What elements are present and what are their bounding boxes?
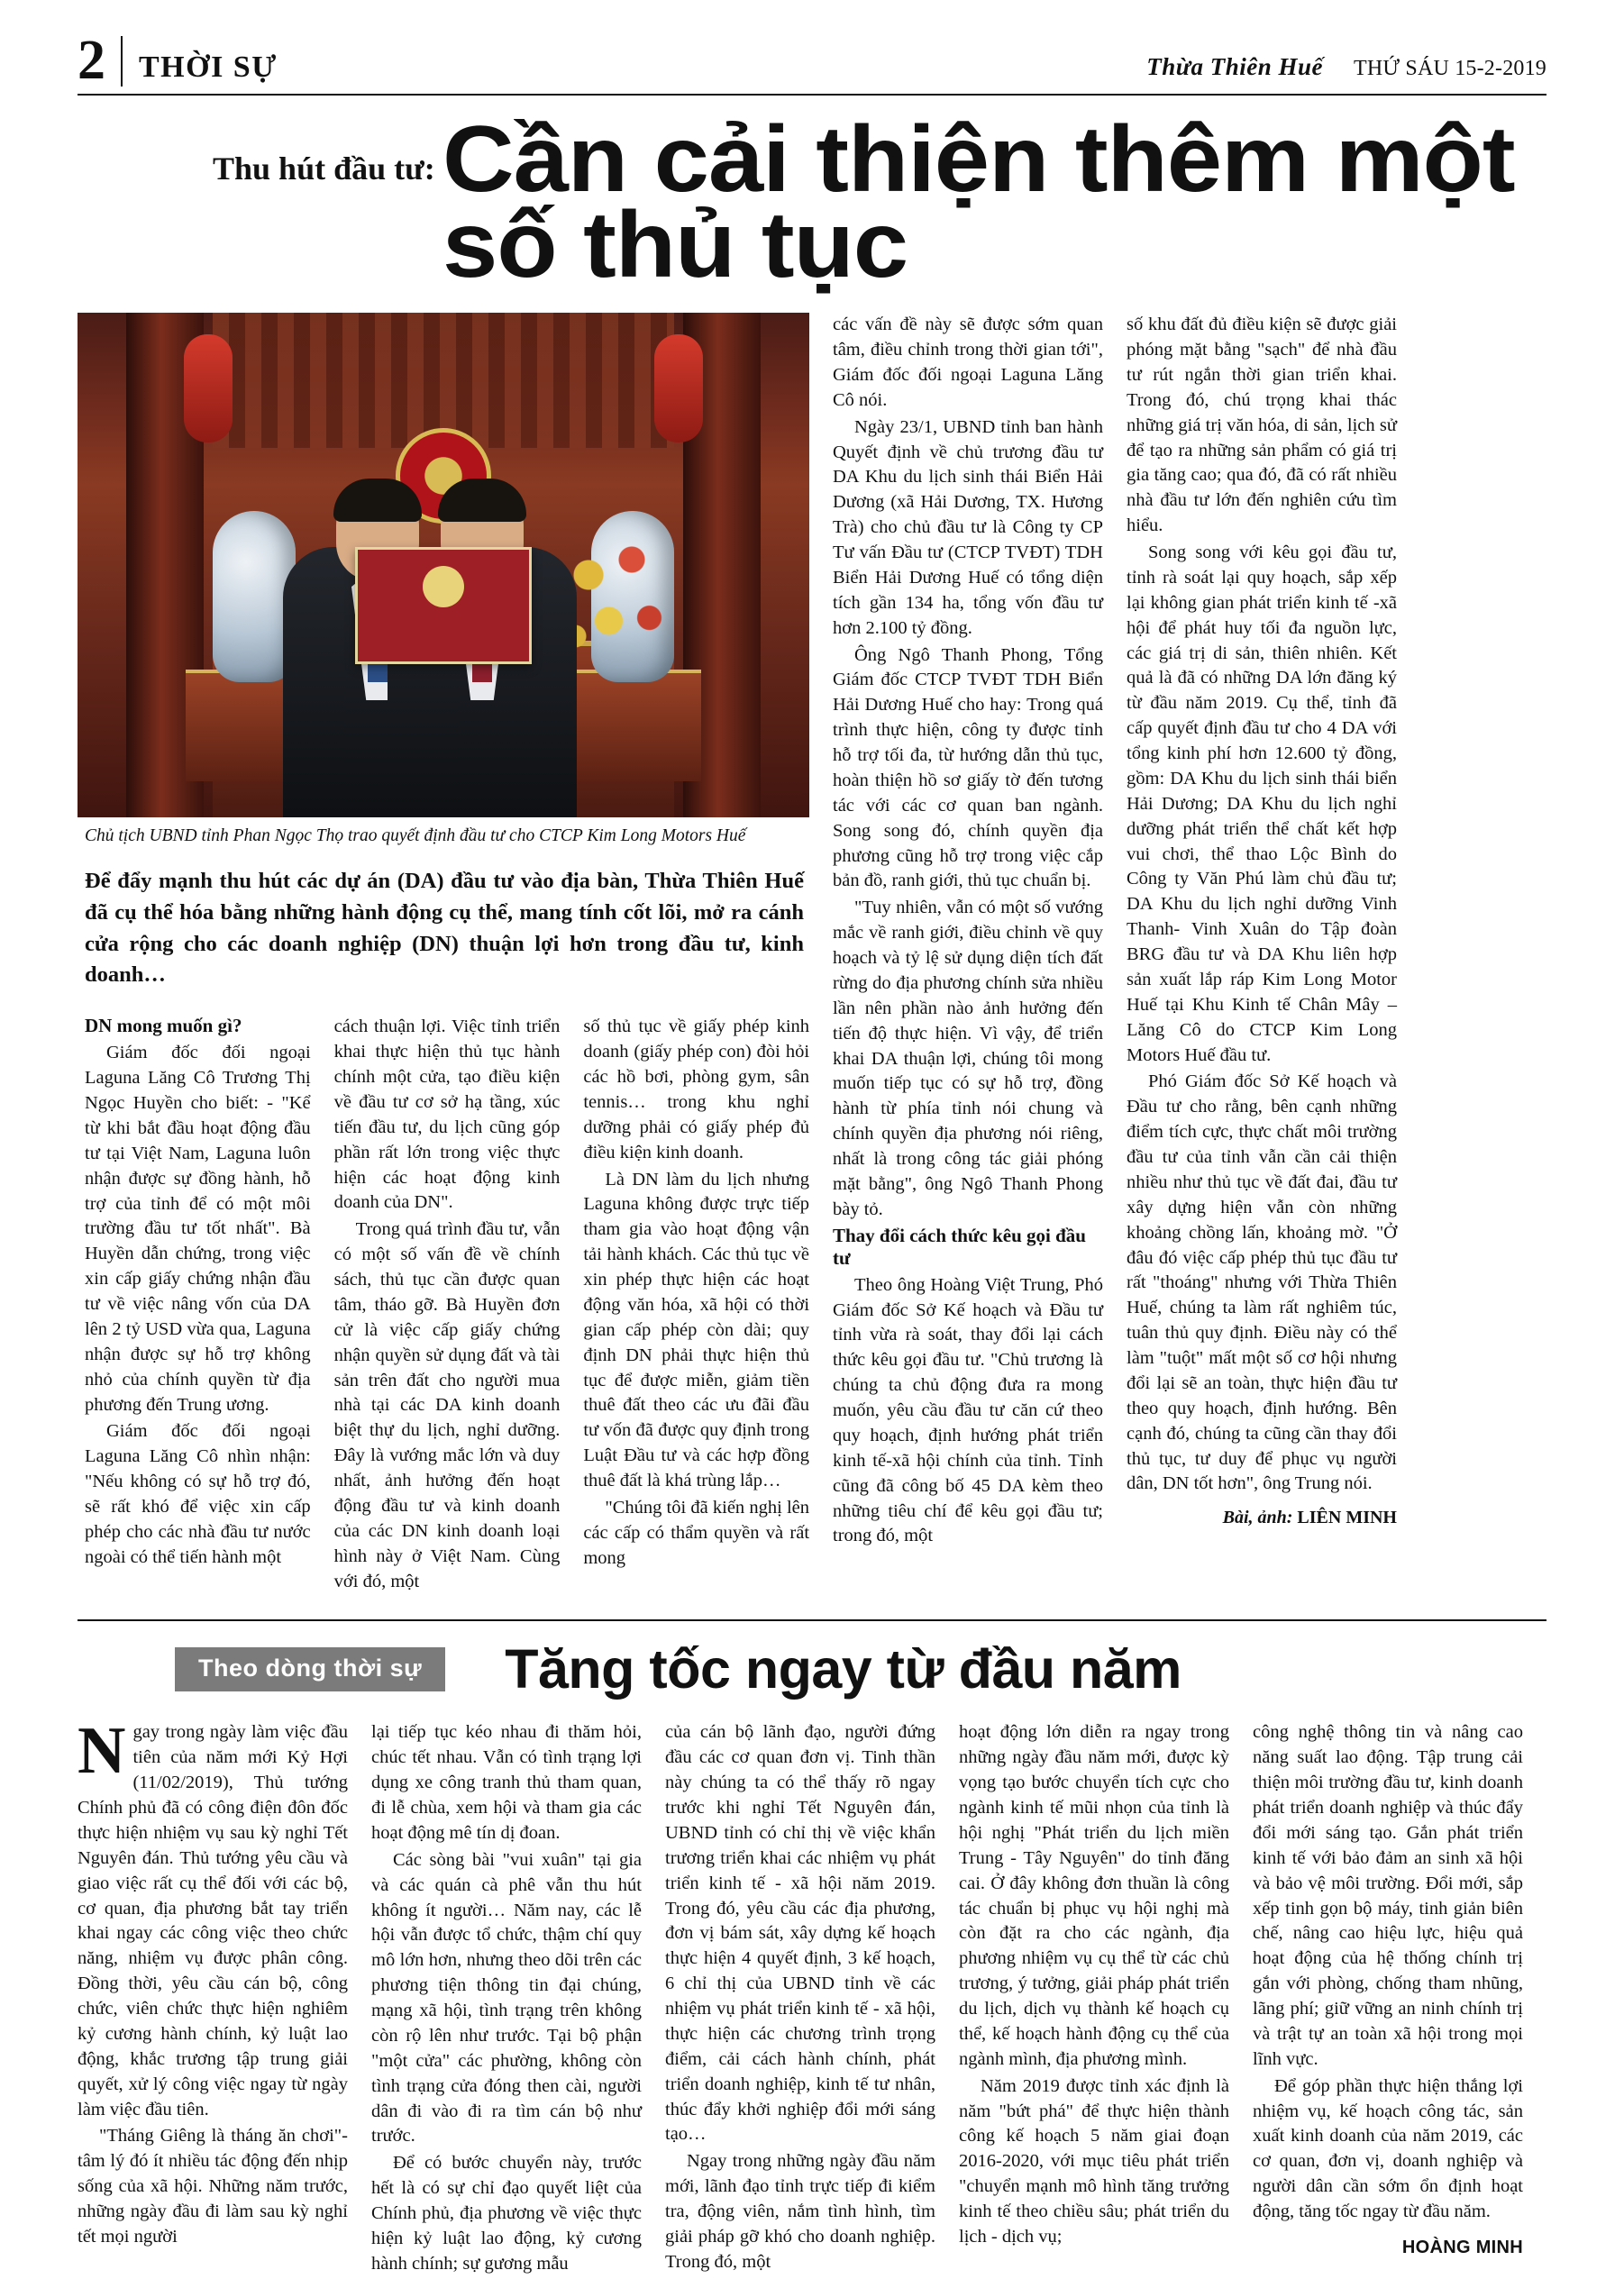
paragraph: hoạt động lớn diễn ra ngay trong những ngày đầu năm mới, được kỳ vọng tạo bước chuyển tích cực cho ngành kinh tế mũi nhọn của tỉnh là hội nghị "Phát triển du lịch miền Trung - Tây Nguyên" do tỉnh đăng cai. Ở đây không đơn thuần là công tác chuẩn bị phục vụ hội nghị mà còn đặt ra cho các ngành, địa phương nhiệm vụ cụ thể từ các chủ trương, ý tưởng, giải pháp phát triển du lịch, dịch vụ thành kế hoạch cụ thể, kế hoạch hành động cụ thể của ngành mình, địa phương mình. (959, 1722, 1229, 2069)
bottom-article-body (78, 1714, 1546, 2278)
paragraph: "Tháng Giêng là tháng ăn chơi"- tâm lý đó ít nhiều tác động đến nhịp sống của xã hội. Những năm trước, những ngày đầu đi làm sau kỳ nghỉ tết mọi người (78, 2126, 348, 2247)
page-number: 2 (78, 30, 105, 91)
column-tag: Theo dòng thời sự (175, 1647, 445, 1691)
top-article-column-1 (85, 1015, 311, 1596)
paragraph: "Chúng tôi đã kiến nghị lên các cấp có thẩm quyền và rất mong (583, 1497, 810, 1568)
masthead (78, 30, 1546, 96)
photo-investment-certificate (355, 547, 532, 664)
paragraph: Các sòng bài "vui xuân" tại gia và các quán cà phê vẫn thu hút không ít người… Năm nay, các lễ hội vẫn được tổ chức, thậm chí quy mô lớn hơn, nhưng theo dõi trên các phương tiện thông tin đại chúng, mạng xã hội, tình trạng trên không còn rộ lên như trước. Tại bộ phận "một cửa" các phường, không còn tình trạng cửa đóng then cài, người dân đi vào đi ra tìm cán bộ như trước. (371, 1849, 642, 2147)
paragraph: Phó Giám đốc Sở Kế hoạch và Đầu tư cho rằng, bên cạnh những điểm tích cực, thực chất môi trường đầu tư của tỉnh vẫn cần cải thiện nhiều như thủ tục về đất đai, đầu tư xây dựng hiện vẫn còn những khoảng chồng lấn, khoảng mờ. "Ở đâu đó việc cấp phép thủ tục đầu tư rất "thoáng" nhưng với Thừa Thiên Huế, chúng ta làm rất nghiêm túc, tuân thủ quy định. Điều này có thể làm "tuột" mất một số cơ hội nhưng đổi lại sẽ an toàn, thực hiện đầu tư theo quy hoạch, định hướng. Bên cạnh đó, chúng ta cũng cần thay đổi thủ tục, tư duy để phục vụ người dân, DN tốt hơn", ông Trung nói. (1127, 1071, 1397, 1494)
bottom-article-column-4 (959, 1720, 1229, 2278)
subheading-dn-mong-muon: DN mong muốn gì? (85, 1015, 242, 1037)
top-article-column-3 (583, 1015, 809, 1596)
paragraph: Để có bước chuyển này, trước hết là có sự chỉ đạo quyết liệt của Chính phủ, địa phương về việc thực hiện kỷ luật lao động, kỷ cương hành chính; sự gương mẫu (371, 2153, 642, 2274)
paragraph: Ngày 23/1, UBND tỉnh ban hành Quyết định về chủ trương đầu tư DA Khu du lịch sinh thái Biển Hải Dương (xã Hải Dương, TX. Hương Trà) cho chủ đầu tư là Công ty CP Tư vấn Đầu tư (CTCP TVĐT) TDH Biển Hải Dương Huế có tổng diện tích gần 134 ha, tổng vốn đầu tư hơn 2.100 tỷ đồng. (833, 416, 1103, 638)
paragraph: Theo ông Hoàng Việt Trung, Phó Giám đốc Sở Kế hoạch và Đầu tư tỉnh vừa rà soát, thay đổi lại cách thức kêu gọi đầu tư. "Chủ trương là chúng ta chủ động đưa ra mong muốn, yêu cầu đầu tư căn cứ theo quy hoạch, định hướng phát triển kinh tế-xã hội chính của tỉnh. Tỉnh cũng đã công bố 45 DA kèm theo những tiêu chí để kêu gọi đầu tư; trong đó, một (833, 1274, 1103, 1546)
paragraph: Năm 2019 được tỉnh xác định là năm "bứt phá" để thực hiện thành công kế hoạch 5 năm giai đoạn 2016-2020, với mục tiêu phát triển "chuyển mạnh mô hình tăng trưởng kinh tế theo chiều sâu; phát triển du lịch - dịch vụ; (959, 2075, 1229, 2247)
paragraph: Là DN làm du lịch nhưng Laguna không được trực tiếp tham gia vào hoạt động vận tải hành khách. Các thủ tục về xin phép thực hiện các hoạt động văn hóa, xã hội có thời gian cấp phép còn dài; quy định DN phải thực hiện thủ tục để được miễn, giảm tiền thuê đất theo các ưu đãi đầu tư vốn đã được quy định trong Luật Đầu tư và các hợp đồng thuê đất là khá trùng lắp… (583, 1169, 810, 1491)
photo-certificate-seal (423, 566, 464, 607)
photo-hair-right (438, 479, 526, 522)
paragraph: Giám đốc đối ngoại Laguna Lăng Cô nhìn nhận: "Nếu không có sự hỗ trợ đó, sẽ rất khó để việc xin cấp phép cho các nhà đầu tư nước ngoài có thể tiến hành một (85, 1421, 311, 1567)
paragraph: số thủ tục về giấy phép kinh doanh (giấy phép con) đòi hỏi các hồ bơi, phòng gym, sân tennis… trong khu nghỉ dưỡng phải có giấy phép đủ điều kiện kinh doanh. (583, 1016, 810, 1162)
issue-date: THỨ SÁU 15-2-2019 (1353, 56, 1546, 80)
headline-block (78, 106, 1546, 298)
masthead-left (78, 30, 278, 91)
paper-name: Thừa Thiên Huế (1146, 52, 1323, 80)
section-title: THỜI SỰ (121, 36, 278, 87)
paragraph: lại tiếp tục kéo nhau đi thăm hỏi, chúc tết nhau. Vẫn có tình trạng lợi dụng xe công tranh thủ tham quan, đi lễ chùa, xem hội và tham gia các hoạt động mê tín dị đoan. (371, 1722, 642, 1843)
paragraph: Ông Ngô Thanh Phong, Tổng Giám đốc CTCP TVĐT TDH Biển Hải Dương Huế cho hay: Trong quá trình thực hiện, công ty được tỉnh hỗ trợ tối đa, từ hướng dẫn thủ tục, hoàn thiện hồ sơ giấy tờ đến tương tác với các cơ quan ban ngành. Song song đó, chính quyền địa phương cũng hỗ trợ trong việc cắp bản đồ, ranh giới, thủ tục chuẩn bị. (833, 644, 1103, 891)
article-byline (1127, 1508, 1397, 1528)
subheading-thay-doi: Thay đổi cách thức kêu gọi đầu tư (833, 1224, 1086, 1269)
paragraph: của cán bộ lãnh đạo, người đứng đầu các cơ quan đơn vị. Tinh thần này chúng ta có thể thấy rõ ngay trước khi nghỉ Tết Nguyên đán, UBND tỉnh có chỉ thị về việc khẩn trương triển khai các nhiệm vụ phát triển kinh tế - xã hội năm 2019. Trong đó, yêu cầu các địa phương, đơn vị bám sát, xây dựng kế hoạch thực hiện 4 quyết định, 3 kế hoạch, 6 chỉ thị của UBND tỉnh về các nhiệm vụ phát triển kinh tế - xã hội, thực hiện các chương trình trọng điểm, cải cách hành chính, phát triển doanh nghiệp, kinh tế tư nhân, thúc đẩy khởi nghiệp đổi mới sáng tạo… (665, 1722, 935, 2145)
byline-label: Bài, ảnh: (1222, 1508, 1293, 1528)
masthead-right (1146, 53, 1546, 87)
top-article-column-4 (833, 313, 1103, 1596)
top-article-column-2 (334, 1015, 561, 1596)
paragraph: cách thuận lợi. Việc tỉnh triển khai thực hiện thủ tục hành chính một cửa, tạo điều kiện về đầu tư cơ sở hạ tầng, xúc tiến đầu tư, du lịch cũng góp phần rất lớn trong việc thực hiện các hoạt động kinh doanh của DN". (333, 1016, 561, 1213)
article-kicker: Thu hút đầu tư: (213, 150, 435, 187)
bottom-article-column-2 (371, 1720, 642, 2278)
article-headline: Cần cải thiện thêm một số thủ tục (442, 106, 1515, 298)
photo-lantern-right (654, 334, 703, 442)
paragraph: Trong quá trình đầu tư, vẫn có một số vấn đề về chính sách, thủ tục cần được quan tâm, tháo gỡ. Bà Huyền đơn cử là việc cấp giấy chứng nhận quyền sử dụng đất và tài sản trên đất cho người mua nhà tại các DA kinh doanh biệt thự du lịch, nghỉ dưỡng. Đây là vướng mắc lớn và duy nhất, ảnh hưởng đến hoạt động đầu tư và kinh doanh của các DN kinh doanh loại hình này ở Việt Nam. Cùng với đó, một (333, 1219, 561, 1591)
top-article (78, 313, 1546, 1596)
paragraph: số khu đất đủ điều kiện sẽ được giải phóng mặt bằng "sạch" để nhà đầu tư rút ngắn thời gian triển khai. Trong đó, chú trọng khai thác những giá trị văn hóa, di sản, lịch sử để tạo ra những sản phẩm có giá trị gia tăng cao; qua đó, đã có rất nhiều nhà đầu tư lớn đến nghiên cứu tìm hiểu. (1127, 315, 1397, 536)
paragraph: "Tuy nhiên, vẫn có một số vướng mắc về ranh giới, điều chỉnh về quy hoạch và tỷ lệ sử dụng diện tích đất rừng do địa phương chính sửa nhiều lần nên phần nào ảnh hưởng đến tiến độ thực hiện. Vì vậy, để triển khai DA thuận lợi, chúng tôi mong muốn tiếp tục có sự hỗ trợ, đồng hành từ phía tỉnh nói chung và chính quyền địa phương nói riêng, nhất là trong công tác giải phóng mặt bằng", ông Ngô Thanh Phong bày tỏ. (833, 898, 1103, 1219)
bottom-article-byline: HOÀNG MINH (1401, 2237, 1523, 2257)
bottom-article-title: Tăng tốc ngay từ đầu năm (505, 1638, 1182, 1700)
paragraph: Để góp phần thực hiện thắng lợi nhiệm vụ, kế hoạch công tác, sản xuất kinh doanh của năm 2019, các cơ quan, đơn vị, doanh nghiệp và người dân cần sớm ổn định hoạt động, tăng tốc ngay từ đầu năm. (1253, 2075, 1523, 2222)
paragraph: Giám đốc đối ngoại Laguna Lăng Cô Trương Thị Ngọc Huyền cho biết: - "Kể từ khi bắt đầu hoạt động đầu tư tại Việt Nam, Laguna luôn nhận được sự đồng hành, hỗ trợ của tỉnh để có một môi trường đầu tư tốt nhất". Bà Huyền dẫn chứng, trong việc xin cấp giấy chứng nhận đầu tư về việc nâng vốn của DA lên 2 tỷ USD vừa qua, Laguna nhận được sự hỗ trợ không nhỏ của chính quyền từ địa phương đến Trung ương. (85, 1043, 311, 1415)
top-article-column-5 (1127, 313, 1397, 1596)
paragraph: Ngay trong những ngày đầu năm mới, lãnh đạo tỉnh trực tiếp đi kiểm tra, động viên, nắm tình hình, tìm giải pháp gỡ khó cho doanh nghiệp. Trong đó, một (665, 2151, 935, 2272)
article-lead: Để đẩy mạnh thu hút các dự án (DA) đầu tư vào địa bàn, Thừa Thiên Huế đã cụ thể hóa bằng những hành động cụ thể, mang tính cốt lõi, mở ra cánh cửa rộng cho các doanh nghiệp (DN) thuận lợi hơn trong đầu tư, kinh doanh… (85, 869, 804, 988)
top-article-subcolumns (78, 1015, 809, 1596)
photo-caption: Chủ tịch UBND tỉnh Phan Ngọc Thọ trao quyết định đầu tư cho CTCP Kim Long Motors Huế (85, 826, 746, 846)
top-left-block (78, 313, 809, 1596)
bottom-article-column-1 (78, 1714, 348, 2278)
photo-lantern-left (184, 334, 233, 442)
bottom-article-column-5 (1253, 1720, 1523, 2278)
paragraph: Ngay trong ngày làm việc đầu tiên của năm mới Kỷ Hợi (11/02/2019), Thủ tướng Chính phủ đã có công điện đôn đốc thực hiện nhiệm vụ sau kỳ nghỉ Tết Nguyên đán. Thủ tướng yêu cầu và giao việc rất cụ thể đối với các bộ, cơ quan, địa phương bắt tay triển khai ngay các công việc theo chức năng, nhiệm vụ được phân công. Đồng thời, yêu cầu cán bộ, công chức, viên chức thực hiện nghiêm kỷ cương hành chính, kỷ luật lao động, khắc trương tập trung giải quyết, xử lý công việc ngay từ ngày làm việc đầu tiên. (78, 1714, 348, 2119)
bottom-article-header (78, 1637, 1546, 1700)
bottom-article-column-3 (665, 1720, 935, 2278)
article-photo (78, 313, 809, 817)
paragraph: Song song với kêu gọi đầu tư, tỉnh rà soát lại quy hoạch, sắp xếp lại không gian phát triển kinh tế -xã hội để phát huy tối đa nguồn lực, các giá trị di sản, thiên nhiên. Kết quả là đã có những DA lớn đăng ký từ đầu năm 2019. Cụ thể, tỉnh đã cấp quyết định đầu tư cho 4 DA với tổng kinh phí hơn 12.600 tỷ đồng, gồm: DA Khu du lịch sinh thái biển Hải Dương; DA Khu du lịch nghỉ dưỡng phát triển thể chất kết hợp vui chơi, thể thao Lộc Bình do Công ty Văn Phú làm chủ đầu tư; DA Khu du lịch nghỉ dưỡng Vinh Thanh- Vinh Xuân do Tập đoàn BRG đầu tư và DA Khu liên hợp sản xuất lắp ráp Kim Long Motor Huế tại Khu Kinh tế Chân Mây – Lăng Cô do CTCP Kim Long Motors Huế đầu tư. (1127, 542, 1397, 1065)
paragraph: công nghệ thông tin và nâng cao năng suất lao động. Tập trung cải thiện môi trường đầu tư, kinh doanh phát triển doanh nghiệp và thúc đẩy đổi mới sáng tạo. Gắn phát triển kinh tế với bảo đảm an sinh xã hội và bảo vệ môi trường. Đổi mới, sắp xếp tinh gọn bộ máy, tinh giản biên chế, nâng cao hiệu lực, hiệu quả hoạt động của hệ thống chính trị gắn với phòng, chống tham nhũng, lãng phí; giữ vững an ninh chính trị và trật tự an toàn xã hội trong mọi lĩnh vực. (1253, 1722, 1523, 2069)
byline-author: LIÊN MINH (1297, 1508, 1397, 1528)
paragraph: các vấn đề này sẽ được sớm quan tâm, điều chỉnh trong thời gian tới", Giám đốc đối ngoại Laguna Lăng Cô nói. (833, 315, 1103, 410)
section-divider (78, 1619, 1546, 1621)
